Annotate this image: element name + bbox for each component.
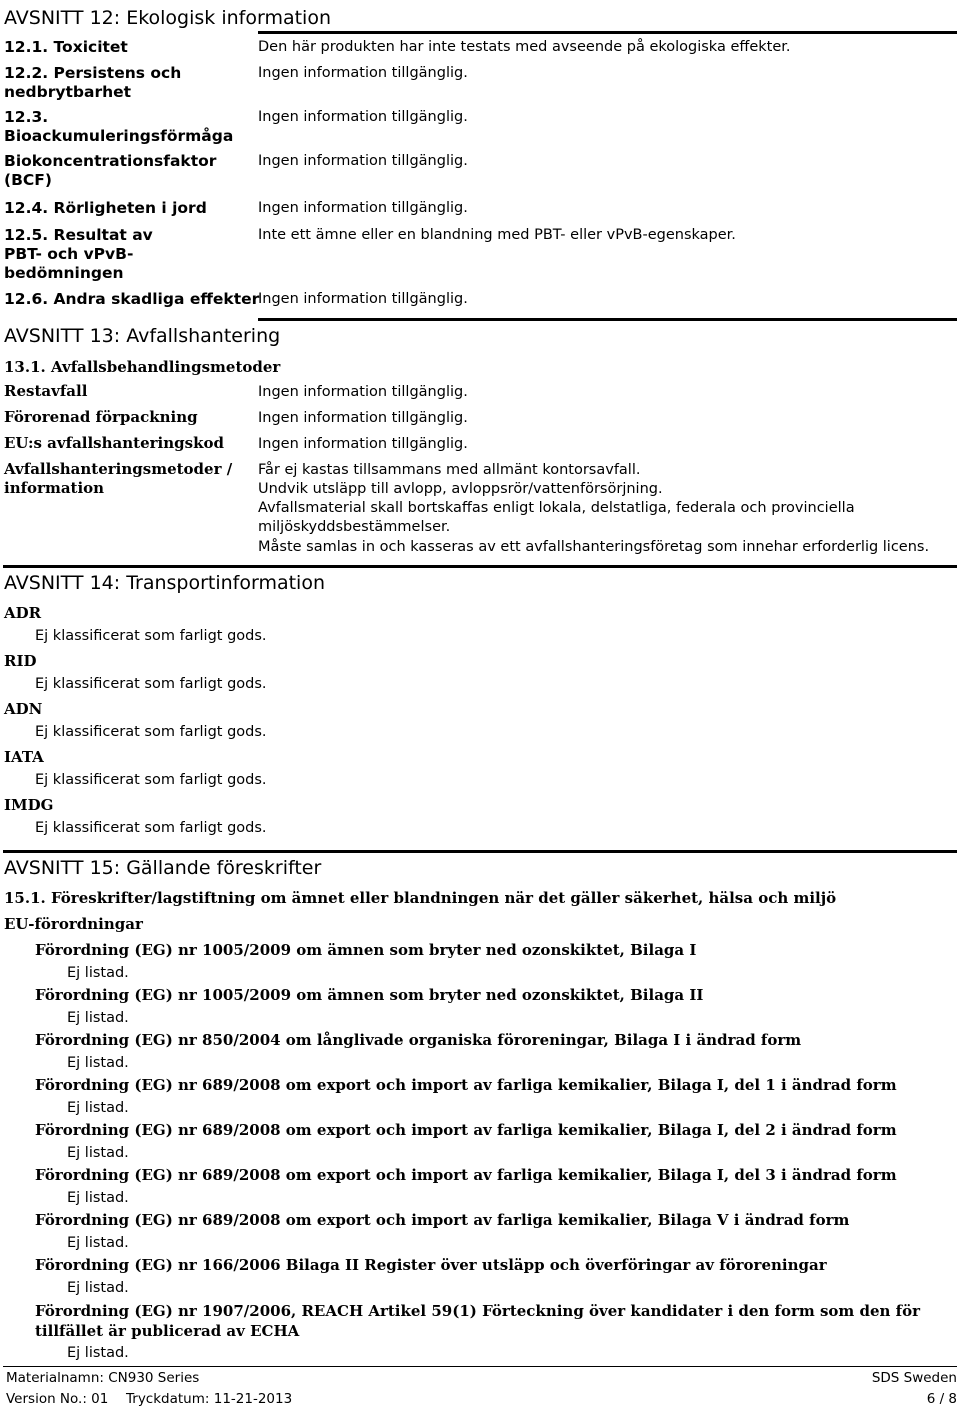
s12-value-rorlighet: Ingen information tillgänglig. — [258, 200, 468, 216]
s14-value-rid: Ej klassificerat som farligt gods. — [35, 676, 267, 692]
s12-label-andra: 12.6. Andra skadliga effekter — [4, 290, 260, 308]
s12-label-bioackumulering: 12.3. Bioackumuleringsförmåga — [4, 108, 234, 145]
s15-reg-title-9: Förordning (EG) nr 1907/2006, REACH Artikel 59(1) Förteckning över kandidater i den form som den för tillfället är publicerad av ECHA — [35, 1302, 921, 1340]
s12-value-bcf: Ingen information tillgänglig. — [258, 153, 468, 169]
s12-value-persistens: Ingen information tillgänglig. — [258, 65, 468, 81]
s13-method-line-4: Måste samlas in och kasseras av ett avfallshanteringsföretag som innehar erforderlig licens. — [258, 539, 930, 555]
s14-value-adr: Ej klassificerat som farligt gods. — [35, 628, 267, 644]
section-14-rule — [3, 565, 957, 568]
s15-reg-title-8: Förordning (EG) nr 166/2006 Bilaga II Register över utsläpp och överföringar av föroreningar — [35, 1256, 827, 1274]
s13-label-restavfall: Restavfall — [4, 382, 88, 400]
footer-material: Materialnamn: CN930 Series — [6, 1370, 200, 1386]
s14-value-adn: Ej klassificerat som farligt gods. — [35, 724, 267, 740]
s12-label-bcf: Biokoncentrationsfaktor (BCF) — [4, 152, 217, 189]
s15-reg-status-1: Ej listad. — [67, 965, 129, 981]
s15-reg-status-3: Ej listad. — [67, 1055, 129, 1071]
s15-subtitle: 15.1. Föreskrifter/lagstiftning om ämnet eller blandningen när det gäller säkerhet, hälsa och miljö — [4, 889, 837, 907]
s15-reg-status-9: Ej listad. — [67, 1345, 129, 1361]
s12-value-bioackumulering: Ingen information tillgänglig. — [258, 109, 468, 125]
s15-reg-status-5: Ej listad. — [67, 1145, 129, 1161]
s13-label-fororenad: Förorenad förpackning — [4, 408, 198, 426]
footer-rule — [3, 1366, 957, 1367]
section-12-title: AVSNITT 12: Ekologisk information — [4, 7, 331, 29]
footer-version: Version No.: 01 — [6, 1391, 109, 1407]
s12-label-toxicitet: 12.1. Toxicitet — [4, 38, 128, 56]
s13-label-metoder: Avfallshanteringsmetoder / information — [4, 460, 233, 497]
s14-label-adr: ADR — [4, 604, 42, 622]
s15-reg-title-3: Förordning (EG) nr 850/2004 om långlivade organiska föroreningar, Bilaga I i ändrad form — [35, 1031, 802, 1049]
footer-doc-type: SDS Sweden — [871, 1370, 957, 1386]
s13-method-line-3: Avfallsmaterial skall bortskaffas enligt lokala, delstatliga, federala och provinciella miljöskyddsbestämmelser. — [258, 500, 855, 535]
s15-reg-status-2: Ej listad. — [67, 1010, 129, 1026]
s13-method-line-2: Undvik utsläpp till avlopp, avloppsrör/vattenförsörjning. — [258, 481, 663, 497]
s15-reg-title-4: Förordning (EG) nr 689/2008 om export och import av farliga kemikalier, Bilaga I, del 1 i ändrad form — [35, 1076, 897, 1094]
s14-label-iata: IATA — [4, 748, 44, 766]
s15-reg-status-8: Ej listad. — [67, 1280, 129, 1296]
s13-method-line-1: Får ej kastas tillsammans med allmänt kontorsavfall. — [258, 462, 641, 478]
s12-value-andra: Ingen information tillgänglig. — [258, 291, 468, 307]
s15-reg-status-7: Ej listad. — [67, 1235, 129, 1251]
s13-label-avfallskod: EU:s avfallshanteringskod — [4, 434, 224, 452]
s14-label-imdg: IMDG — [4, 796, 54, 814]
s14-label-adn: ADN — [4, 700, 43, 718]
s13-value-avfallskod: Ingen information tillgänglig. — [258, 436, 468, 452]
s14-value-imdg: Ej klassificerat som farligt gods. — [35, 820, 267, 836]
s14-label-rid: RID — [4, 652, 37, 670]
s13-value-fororenad: Ingen information tillgänglig. — [258, 410, 468, 426]
s15-group-label: EU-förordningar — [4, 915, 143, 933]
s13-subtitle: 13.1. Avfallsbehandlingsmetoder — [4, 358, 281, 376]
s12-value-pbt: Inte ett ämne eller en blandning med PBT- eller vPvB-egenskaper. — [258, 227, 736, 243]
section-13-title: AVSNITT 13: Avfallshantering — [4, 325, 281, 347]
s13-value-restavfall: Ingen information tillgänglig. — [258, 384, 468, 400]
s15-reg-title-5: Förordning (EG) nr 689/2008 om export och import av farliga kemikalier, Bilaga I, del 2 i ändrad form — [35, 1121, 897, 1139]
s15-reg-status-6: Ej listad. — [67, 1190, 129, 1206]
s14-value-iata: Ej klassificerat som farligt gods. — [35, 772, 267, 788]
footer-print-date: Tryckdatum: 11-21-2013 — [126, 1391, 293, 1407]
footer-page-number: 6 / 8 — [926, 1391, 957, 1407]
s15-reg-title-2: Förordning (EG) nr 1005/2009 om ämnen som bryter ned ozonskiktet, Bilaga II — [35, 986, 704, 1004]
section-13-rule — [258, 318, 957, 321]
section-14-title: AVSNITT 14: Transportinformation — [4, 572, 326, 594]
s15-reg-title-6: Förordning (EG) nr 689/2008 om export och import av farliga kemikalier, Bilaga I, del 3 i ändrad form — [35, 1166, 897, 1184]
s12-label-rorlighet: 12.4. Rörligheten i jord — [4, 199, 207, 217]
section-15-title: AVSNITT 15: Gällande föreskrifter — [4, 857, 322, 879]
s15-reg-title-7: Förordning (EG) nr 689/2008 om export och import av farliga kemikalier, Bilaga V i ändrad form — [35, 1211, 850, 1229]
section-15-rule — [3, 850, 957, 853]
s12-label-persistens: 12.2. Persistens och nedbrytbarhet — [4, 64, 182, 101]
s15-reg-status-4: Ej listad. — [67, 1100, 129, 1116]
s12-value-toxicitet: Den här produkten har inte testats med avseende på ekologiska effekter. — [258, 39, 791, 55]
s15-reg-title-1: Förordning (EG) nr 1005/2009 om ämnen som bryter ned ozonskiktet, Bilaga I — [35, 941, 697, 959]
section-12-rule — [258, 31, 957, 34]
s12-label-pbt: 12.5. Resultat av PBT- och vPvB-bedömningen — [4, 226, 153, 282]
